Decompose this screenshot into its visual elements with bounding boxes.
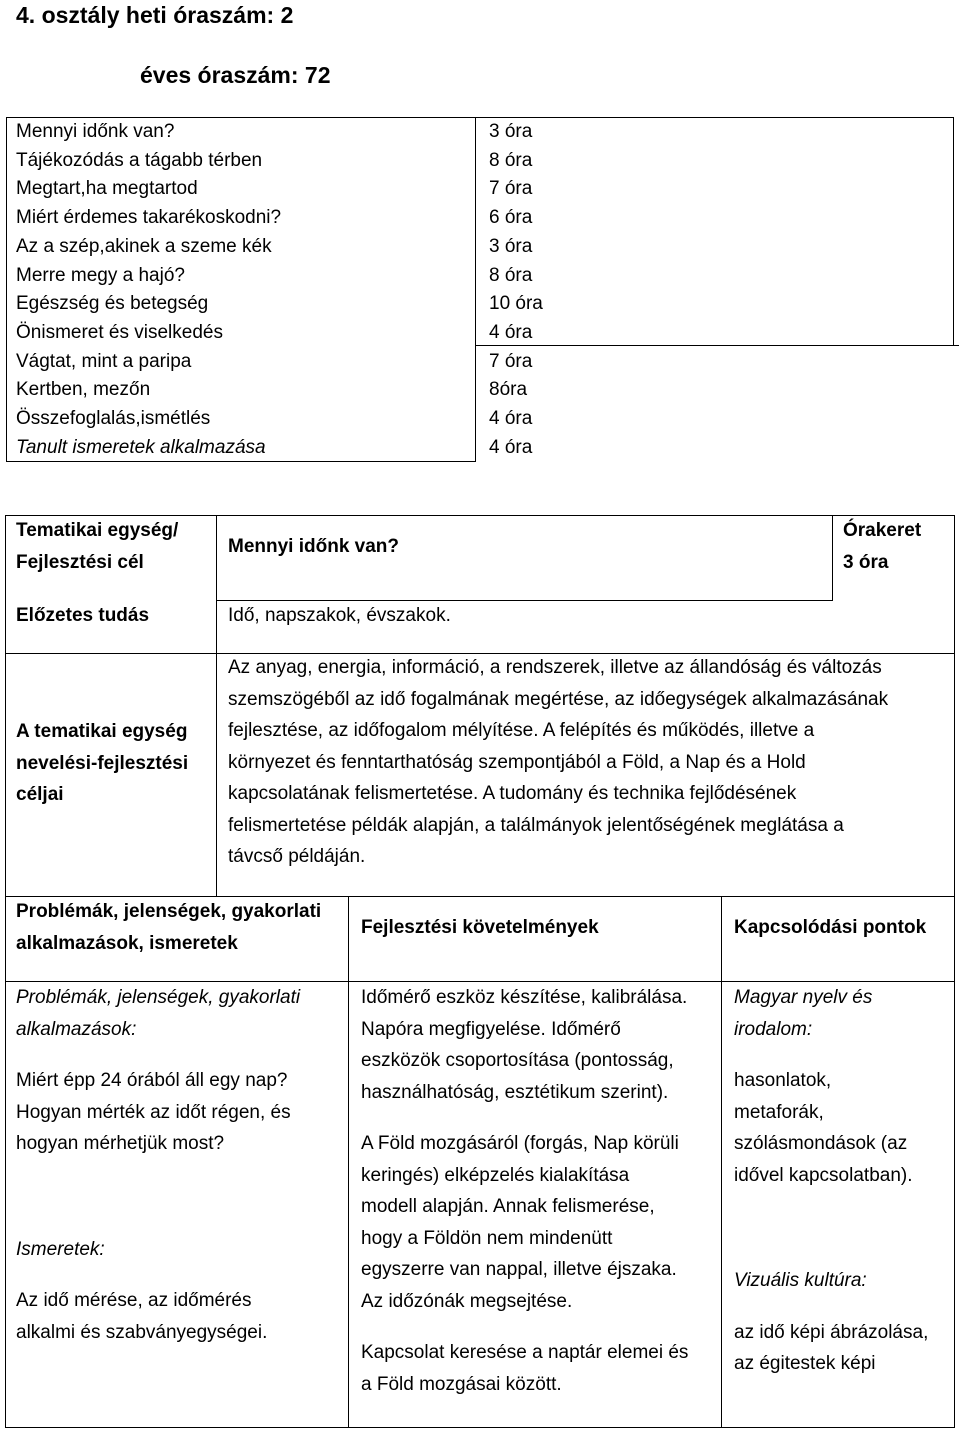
- problems-header-line1: Problémák, jelenségek, gyakorlati: [16, 901, 322, 922]
- summary-topic: Miért érdemes takarékoskodni?: [16, 207, 282, 229]
- requirement-line: használhatóság, esztétikum szerint).: [361, 1081, 669, 1103]
- summary-hours: 10 óra: [489, 293, 543, 315]
- connection-subject-1-line1: Magyar nyelv és: [734, 987, 873, 1008]
- summary-topic: Kertben, mezőn: [16, 379, 151, 401]
- summary-hours: 4 óra: [489, 436, 533, 458]
- knowledge-line2: alkalmi és szabványegységei.: [16, 1321, 268, 1343]
- connection-text-2: [734, 1317, 952, 1380]
- unit-label-line1: Tematikai egység/: [16, 520, 179, 541]
- summary-topic: Összefoglalás,ismétlés: [16, 408, 211, 430]
- connections-column: [734, 982, 952, 1380]
- goals-label: [16, 716, 188, 811]
- summary-hours: 7 óra: [489, 178, 533, 200]
- requirement-line: eszközök csoportosítása (pontosság,: [361, 1050, 674, 1071]
- summary-topic: Tanult ismeretek alkalmazása: [16, 436, 266, 458]
- summary-topic: Megtart,ha megtartod: [16, 178, 198, 200]
- summary-topic: Az a szép,akinek a szeme kék: [16, 235, 272, 257]
- connections-column-header: Kapcsolódási pontok: [734, 917, 927, 938]
- goals-line: távcső példáján.: [228, 846, 366, 867]
- problems-column-header: [16, 896, 321, 959]
- requirements-column: [361, 982, 716, 1400]
- requirement-line: A Föld mozgásáról (forgás, Nap körüli: [361, 1133, 679, 1154]
- requirement-line: keringés) elképzelés kialakítása: [361, 1164, 630, 1186]
- summary-hours: 8 óra: [489, 264, 533, 286]
- summary-topic: Tájékozódás a tágabb térben: [16, 149, 263, 171]
- goals-line: kapcsolatának felismertetése. A tudomány és technika fejlődésének: [228, 783, 797, 804]
- connection-subject-1-line2: irodalom:: [734, 1018, 813, 1040]
- connection-line: idővel kapcsolatban).: [734, 1164, 913, 1186]
- summary-topic: Merre megy a hajó?: [16, 264, 185, 286]
- unit-label-line2: Fejlesztési cél: [16, 551, 144, 573]
- knowledge-line1: Az idő mérése, az időmérés: [16, 1290, 252, 1311]
- connection-line: az idő képi ábrázolása,: [734, 1321, 929, 1343]
- grade-hours-heading: 4. osztály heti óraszám: 2: [16, 2, 294, 28]
- summary-hours: 3 óra: [489, 121, 533, 142]
- hours-frame-value: 3 óra: [843, 551, 889, 573]
- knowledge-heading: Ismeretek:: [16, 1238, 105, 1260]
- summary-topic: Önismeret és viselkedés: [16, 321, 223, 343]
- summary-topic-column: [16, 118, 471, 462]
- yearly-hours-heading: éves óraszám: 72: [140, 62, 331, 88]
- summary-hours: 4 óra: [489, 408, 533, 430]
- connection-subject-2: Vizuális kultúra:: [734, 1270, 867, 1291]
- unit-label: [16, 515, 178, 578]
- summary-topic: Egészség és betegség: [16, 293, 209, 315]
- goals-label-line3: céljai: [16, 784, 64, 805]
- requirement-line: egyszerre van nappal, illetve éjszaka.: [361, 1259, 677, 1280]
- goals-line: fejlesztése, az időfogalom mélyítése. A felépítés és működés, illetve a: [228, 720, 815, 741]
- unit-title: Mennyi időnk van?: [228, 536, 400, 557]
- requirements-paragraph-2: [361, 1128, 716, 1317]
- problems-column: [16, 982, 341, 1348]
- problem-question-2-line1: Hogyan mérték az időt régen, és: [16, 1101, 291, 1123]
- requirements-paragraph-1: [361, 982, 716, 1108]
- connection-text-1: [734, 1065, 952, 1191]
- requirements-paragraph-3: [361, 1337, 716, 1400]
- requirement-line: hogy a Földön nem mindenütt: [361, 1227, 613, 1249]
- connection-line: szólásmondások (az: [734, 1133, 908, 1154]
- problems-heading-line2: alkalmazások:: [16, 1018, 137, 1040]
- goals-line: Az anyag, energia, információ, a rendszerek, illetve az állandóság és változás: [228, 657, 882, 678]
- requirement-line: a Föld mozgásai között.: [361, 1373, 562, 1395]
- requirement-line: Kapcsolat keresése a naptár elemei és: [361, 1342, 689, 1363]
- hours-frame: [843, 515, 921, 578]
- goals-line: szemszögéből az idő fogalmának megértése, az időegységek alkalmazásának: [228, 688, 889, 710]
- requirement-line: Időmérő eszköz készítése, kalibrálása.: [361, 987, 688, 1008]
- problems-header-line2: alkalmazások, ismeretek: [16, 932, 238, 954]
- summary-hours: 4 óra: [489, 321, 533, 343]
- hours-frame-label: Órakeret: [843, 520, 922, 541]
- requirement-line: Az időzónák megsejtése.: [361, 1290, 573, 1312]
- requirement-line: Napóra megfigyelése. Időmérő: [361, 1018, 621, 1040]
- goals-line: felismertetése példák alapján, a találmányok jelentőségének meglátása a: [228, 814, 844, 836]
- summary-hours: 7 óra: [489, 350, 533, 372]
- goals-label-line1: A tematikai egység: [16, 721, 188, 742]
- connection-line: az égitestek képi: [734, 1353, 876, 1374]
- requirements-column-header: Fejlesztési követelmények: [361, 917, 599, 938]
- prior-knowledge-label: Előzetes tudás: [16, 605, 150, 626]
- connection-line: hasonlatok,: [734, 1070, 832, 1091]
- goals-line: környezet és fenntarthatóság szempontjából a Föld, a Nap és a Hold: [228, 751, 806, 773]
- summary-topic: Mennyi időnk van?: [16, 121, 175, 142]
- summary-hours: 8 óra: [489, 149, 533, 171]
- summary-hours: 8óra: [489, 379, 528, 401]
- prior-knowledge-value: Idő, napszakok, évszakok.: [228, 605, 451, 626]
- connection-line: metaforák,: [734, 1101, 824, 1123]
- goals-label-line2: nevelési-fejlesztési: [16, 752, 189, 774]
- summary-hours-column: [489, 118, 689, 462]
- problems-heading-line1: Problémák, jelenségek, gyakorlati: [16, 987, 301, 1008]
- requirement-line: modell alapján. Annak felismerése,: [361, 1196, 655, 1217]
- summary-hours: 3 óra: [489, 235, 533, 257]
- problem-question-1: Miért épp 24 órából áll egy nap?: [16, 1070, 288, 1091]
- summary-topic: Vágtat, mint a paripa: [16, 350, 192, 372]
- goals-text: [228, 652, 888, 873]
- summary-hours: 6 óra: [489, 207, 533, 229]
- problem-question-2-line2: hogyan mérhetjük most?: [16, 1133, 225, 1154]
